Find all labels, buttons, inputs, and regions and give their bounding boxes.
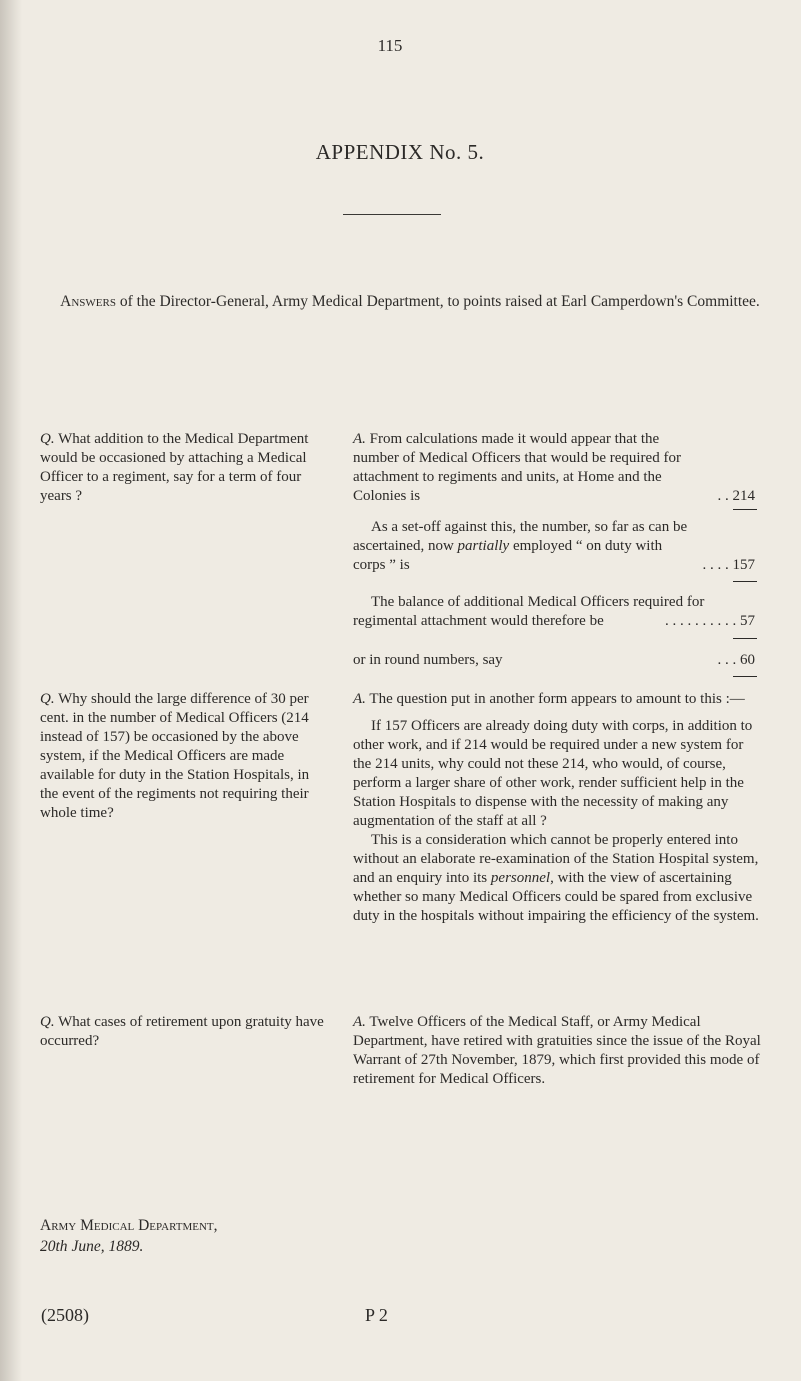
appendix-title: APPENDIX No. 5. [315, 140, 485, 164]
question-label: Q. [40, 431, 55, 447]
answer-3 [353, 1013, 765, 1089]
employed-officers-value: . . . . 157 [702, 557, 755, 573]
signature-block [40, 1215, 218, 1257]
personnel-emphasis: personnel [490, 870, 551, 886]
required-officers-value: . . 214 [717, 488, 755, 504]
question-text: What addition to the Medical Department would be occasioned by attaching a Medical Officer to a regiment, say for a term of four years ? [40, 431, 309, 504]
page-number: 115 [377, 36, 403, 55]
print-code: (2508) [41, 1305, 89, 1325]
round-value: . . . 60 [717, 652, 755, 668]
balance-paragraph: The balance of additional Medical Officers required for regimental attachment would therefore be . . . . . . . . . . 57 [353, 594, 755, 629]
intro-text: of the Director-General, Army Medical Department, to points raised at Earl Camperdown's Committee. [115, 293, 760, 310]
answer-text: From calculations made it would appear that the number of Medical Officers that would be required for attachment to regiments and units, at Home and the Colonies is [353, 431, 681, 504]
answer-label: A. [353, 431, 366, 447]
answer-paragraph: This is a consideration which cannot be properly entered into without an elaborate re-examination of the Station Hospital system, and an enquiry into its personnel, with the view of ascertaining whether so many Medical Officers could be spared from exclusive duty in the hospitals without impairing the efficiency of the system. [353, 832, 759, 924]
round-numbers-line: or in round numbers, say . . . 60 [353, 652, 755, 668]
question-3 [40, 1013, 330, 1051]
set-off-paragraph: As a set-off against this, the number, so far as can be ascertained, now partially employed “ on duty with corps ” is . . . . 157 [353, 519, 755, 573]
question-text: Why should the large difference of 30 per cent. in the number of Medical Officers (214 instead of 157) be occasioned by the above system, if the Medical Officers are made available for duty in the Station Hospitals, in the event of the regiments not requiring their whole time? [40, 691, 310, 821]
question-text: What cases of retirement upon gratuity have occurred? [40, 1014, 324, 1049]
sum-rule [733, 581, 757, 582]
signature-office: Army Medical Department, [40, 1217, 218, 1234]
balance-value: . . . . . . . . . . 57 [665, 613, 755, 629]
answer-label: A. [353, 1014, 366, 1030]
answer-2 [353, 690, 765, 926]
question-label: Q. [40, 691, 55, 707]
answer-text: Twelve Officers of the Medical Staff, or Army Medical Department, have retired with gratuities since the issue of the Royal Warrant of 27th November, 1879, which first provided this mode of retirement for Medical Officers. [353, 1014, 761, 1087]
answer-intro: A. The question put in another form appears to amount to this :— [353, 691, 745, 707]
intro-lead: Answers [60, 293, 116, 310]
question-2 [40, 690, 330, 823]
answer-paragraph: If 157 Officers are already doing duty with corps, in addition to other work, and if 214 would be required under a new system for the 214 units, why could not these 214, who would, of course, perform a larger share of other work, render sufficient help in the Station Hospitals to dispense with the necessity of making any augmentation of the staff at all ? [353, 718, 753, 829]
sum-rule [733, 638, 757, 639]
signature-mark: P 2 [365, 1305, 388, 1325]
question-label: Q. [40, 1014, 55, 1030]
question-1 [40, 430, 330, 506]
intro-paragraph [40, 292, 780, 311]
partially-emphasis: partially [457, 538, 510, 554]
page-edge-shadow [0, 0, 22, 1381]
answer-1 [353, 430, 765, 682]
title-divider [343, 214, 441, 215]
answer-label: A. [353, 691, 366, 707]
signature-date: 20th June, 1889. [40, 1238, 144, 1255]
sum-rule [733, 509, 757, 510]
sum-rule [733, 676, 757, 677]
